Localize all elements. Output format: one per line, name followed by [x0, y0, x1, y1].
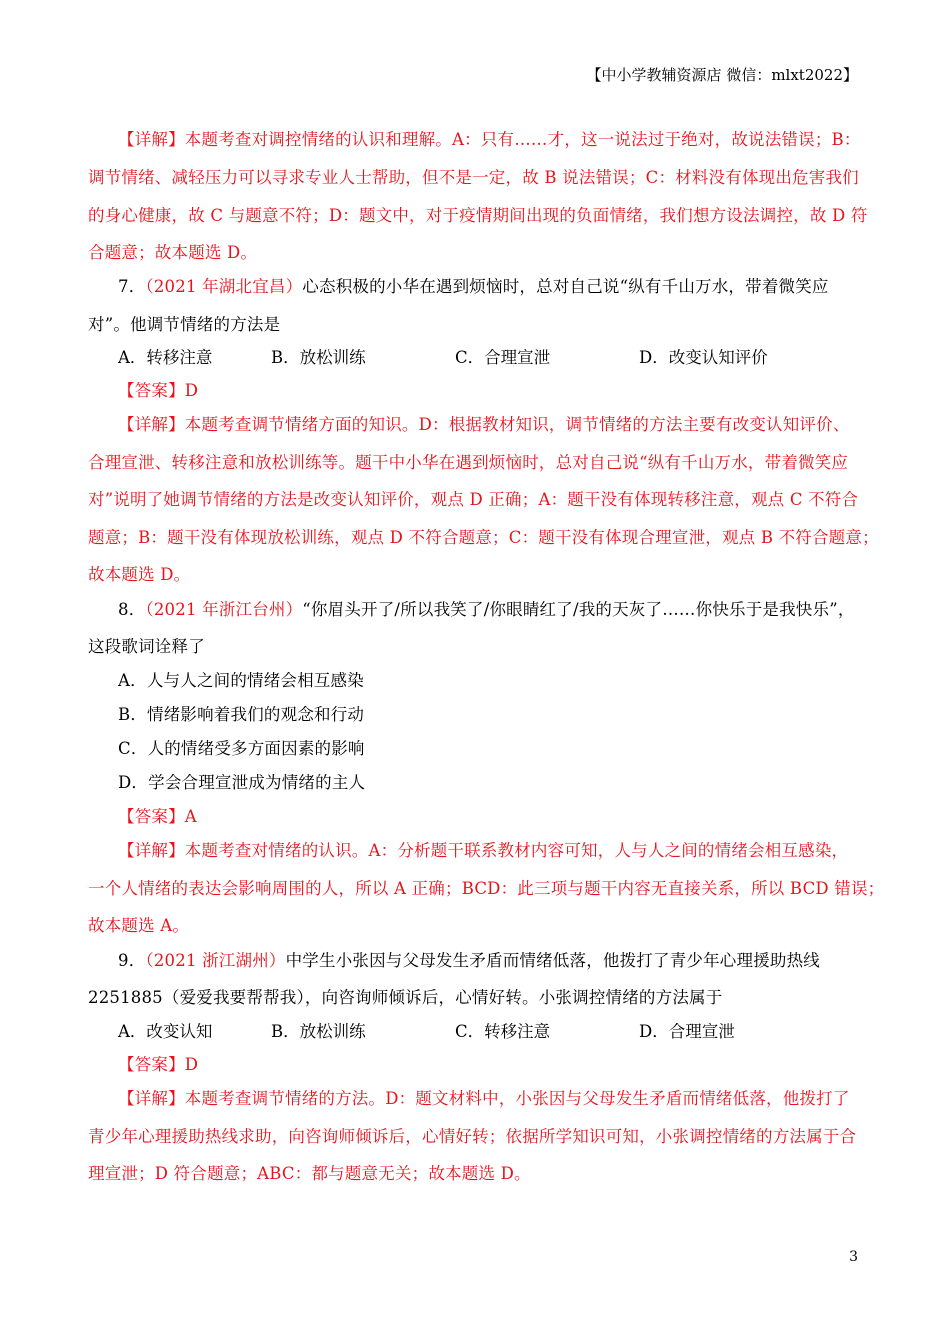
q8-stem	[118, 596, 855, 620]
q7-option-a: A．转移注意	[118, 348, 213, 367]
q9-stem-continued: 2251885（爱爱我要帮帮我），向咨询师倾诉后，心情好转。小张调控情绪的方法属于	[88, 988, 723, 1007]
q9-source: （2021 浙江湖州）	[145, 951, 286, 970]
q7-stem	[118, 273, 829, 297]
q7-stem-continued: 对”。他调节情绪的方法是	[88, 315, 281, 334]
q8-number: 8．	[118, 600, 146, 619]
q8-option-a: A．人与人之间的情绪会相互感染	[118, 671, 364, 690]
q9-detail-line: 理宣泄；D 符合题意；ABC：都与题意无关；故本题选 D。	[88, 1164, 531, 1183]
q9-number: 9．	[118, 951, 146, 970]
q8-option-d: D．学会合理宣泄成为情绪的主人	[118, 773, 366, 792]
q9-detail-line: 【详解】本题考查调节情绪的方法。D：题文材料中，小张因与父母发生矛盾而情绪低落，他拨打了	[118, 1089, 850, 1108]
q8-source: （2021 年浙江台州）	[145, 600, 303, 619]
q6-detail-line: 【详解】本题考查对调控情绪的认识和理解。A：只有……才，这一说法过于绝对，故说法错误；B：	[118, 130, 861, 149]
q6-detail-line: 调节情绪、减轻压力可以寻求专业人士帮助，但不是一定，故 B 说法错误；C：材料没有体现出危害我们	[88, 168, 859, 187]
q8-stem-continued: 这段歌词诠释了	[88, 637, 205, 656]
q8-option-c: C．人的情绪受多方面因素的影响	[118, 739, 365, 758]
q6-detail-line: 的身心健康，故 C 与题意不符；D：题文中，对于疫情期间出现的负面情绪，我们想方设法调控，故 D 符	[88, 206, 868, 225]
q9-option-b: B．放松训练	[271, 1022, 366, 1041]
q9-answer: 【答案】D	[118, 1055, 199, 1074]
q9-option-c: C．转移注意	[455, 1022, 551, 1041]
page-number: 3	[849, 1249, 858, 1265]
q7-option-b: B．放松训练	[271, 348, 366, 367]
q6-detail-line: 合题意；故本题选 D。	[88, 243, 258, 262]
q7-stem-text: 心态积极的小华在遇到烦恼时，总对自己说“纵有千山万水，带着微笑应	[302, 277, 829, 296]
q9-option-d: D．合理宣泄	[639, 1022, 735, 1041]
q7-option-c: C．合理宣泄	[455, 348, 551, 367]
q8-option-b: B．情绪影响着我们的观念和行动	[118, 705, 365, 724]
q9-option-a: A．改变认知	[118, 1022, 213, 1041]
q8-answer: 【答案】A	[118, 807, 197, 826]
q7-number: 7．	[118, 277, 146, 296]
q7-source: （2021 年湖北宜昌）	[145, 277, 303, 296]
q8-stem-text: “你眉头开了/所以我笑了/你眼睛红了/我的天灰了……你快乐于是我快乐”，	[302, 600, 855, 619]
q9-stem	[118, 947, 820, 971]
q7-detail-line: 故本题选 D。	[88, 565, 191, 584]
q7-detail-line: 【详解】本题考查调节情绪方面的知识。D：根据教材知识，调节情绪的方法主要有改变认知评价、	[118, 415, 850, 434]
q7-detail-line: 合理宣泄、转移注意和放松训练等。题干中小华在遇到烦恼时，总对自己说“纵有千山万水，带着微笑应	[88, 453, 849, 472]
q7-detail-line: 题意；B：题干没有体现放松训练，观点 D 不符合题意；C：题干没有体现合理宣泄，观点 B 不符合题意；	[88, 528, 879, 547]
q8-detail-line: 故本题选 A。	[88, 916, 190, 935]
q9-stem-text: 中学生小张因与父母发生矛盾而情绪低落，他拨打了青少年心理援助热线	[285, 951, 820, 970]
q7-option-d: D．改变认知评价	[639, 348, 768, 367]
q8-detail-line: 【详解】本题考查对情绪的认识。A：分析题干联系教材内容可知，人与人之间的情绪会相互感染，	[118, 841, 849, 860]
q7-detail-line: 对”说明了她调节情绪的方法是改变认知评价，观点 D 正确；A：题干没有体现转移注意，观点 C 不符合	[88, 490, 859, 509]
q9-detail-line: 青少年心理援助热线求助，向咨询师倾诉后，心情好转；依据所学知识可知，小张调控情绪的方法属于合	[88, 1127, 857, 1146]
q7-answer: 【答案】D	[118, 381, 199, 400]
page-header: 【中小学教辅资源店 微信：mlxt2022】	[586, 66, 858, 84]
q8-detail-line: 一个人情绪的表达会影响周围的人，所以 A 正确；BCD：此三项与题干内容无直接关系，所以 BCD 错误；	[88, 879, 885, 898]
